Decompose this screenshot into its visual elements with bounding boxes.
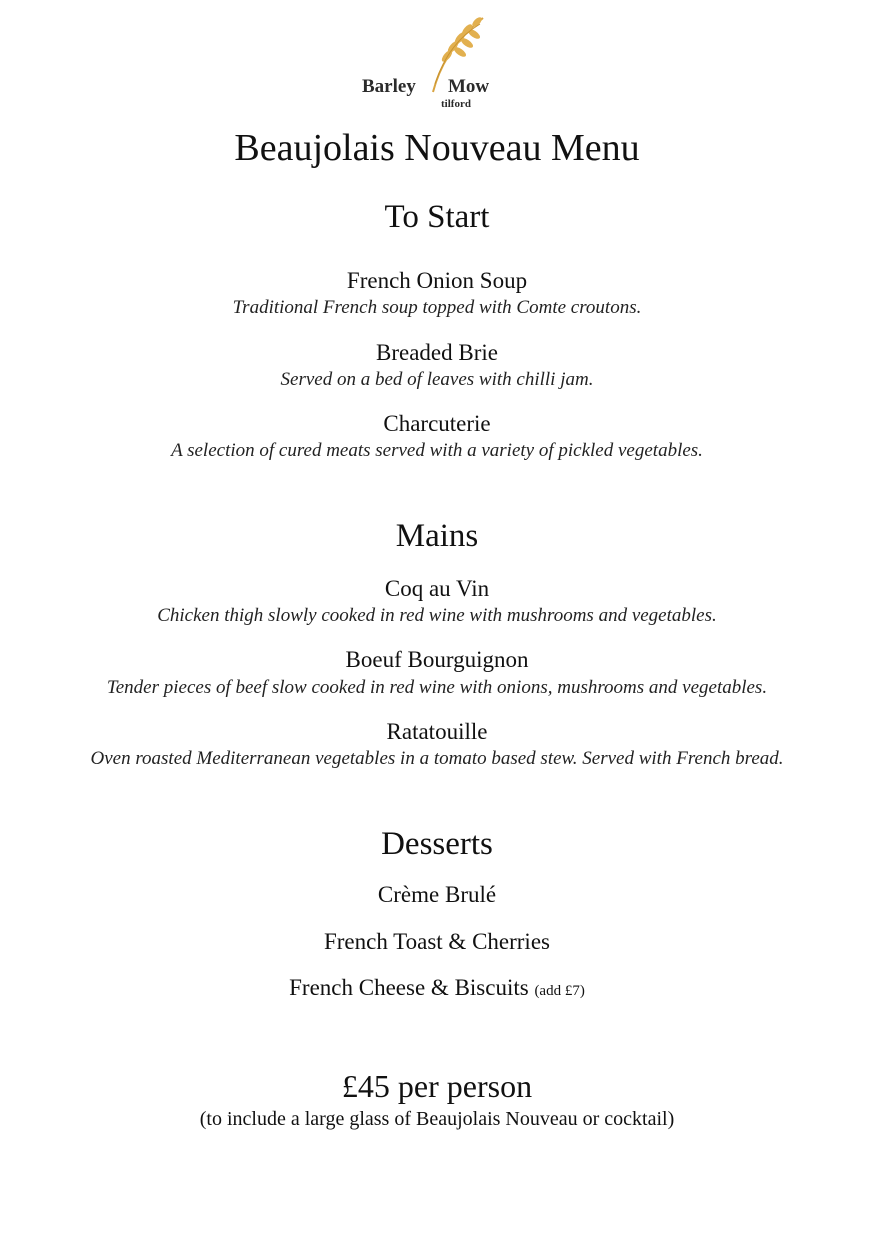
dish-name: French Cheese & Biscuits [289,975,529,1000]
dish-name: French Toast & Cherries [323,929,550,954]
dish-name: Breaded Brie [376,340,498,365]
dish-name: Ratatouille [386,719,488,744]
menu-title: Beaujolais Nouveau Menu [234,127,640,169]
dish-description: Chicken thigh slowly cooked in red wine with mushrooms and vegetables. [157,605,717,626]
section-heading-starters: To Start [384,199,490,235]
dish-description: Oven roasted Mediterranean vegetables in a tomato based stew. Served with French bread. [90,748,784,769]
logo-text-barley: Barley [362,76,416,97]
dish-description: Served on a bed of leaves with chilli jam. [280,369,594,390]
dish-name: French Onion Soup [346,268,528,293]
price: £45 per person [341,1068,533,1104]
dish-description: Tender pieces of beef slow cooked in red wine with onions, mushrooms and vegetables. [106,677,768,698]
dish-description: Traditional French soup topped with Comte croutons. [232,297,642,318]
dish-name: Crème Brulé [377,882,497,907]
logo [355,14,515,110]
section-heading-mains: Mains [395,518,479,554]
price-note: (to include a large glass of Beaujolais Nouveau or cocktail) [199,1108,675,1130]
section-heading-desserts: Desserts [381,826,493,862]
dish-name: Coq au Vin [384,576,490,601]
dish-name: Charcuterie [383,411,491,436]
dish-description: A selection of cured meats served with a variety of pickled vegetables. [171,440,703,461]
logo-text-mow: Mow [448,76,490,97]
dish-name: Boeuf Bourguignon [345,647,529,672]
logo-subtitle: tilford [441,98,471,110]
price-note: (add £7) [534,983,585,999]
dish-item [0,975,874,1001]
